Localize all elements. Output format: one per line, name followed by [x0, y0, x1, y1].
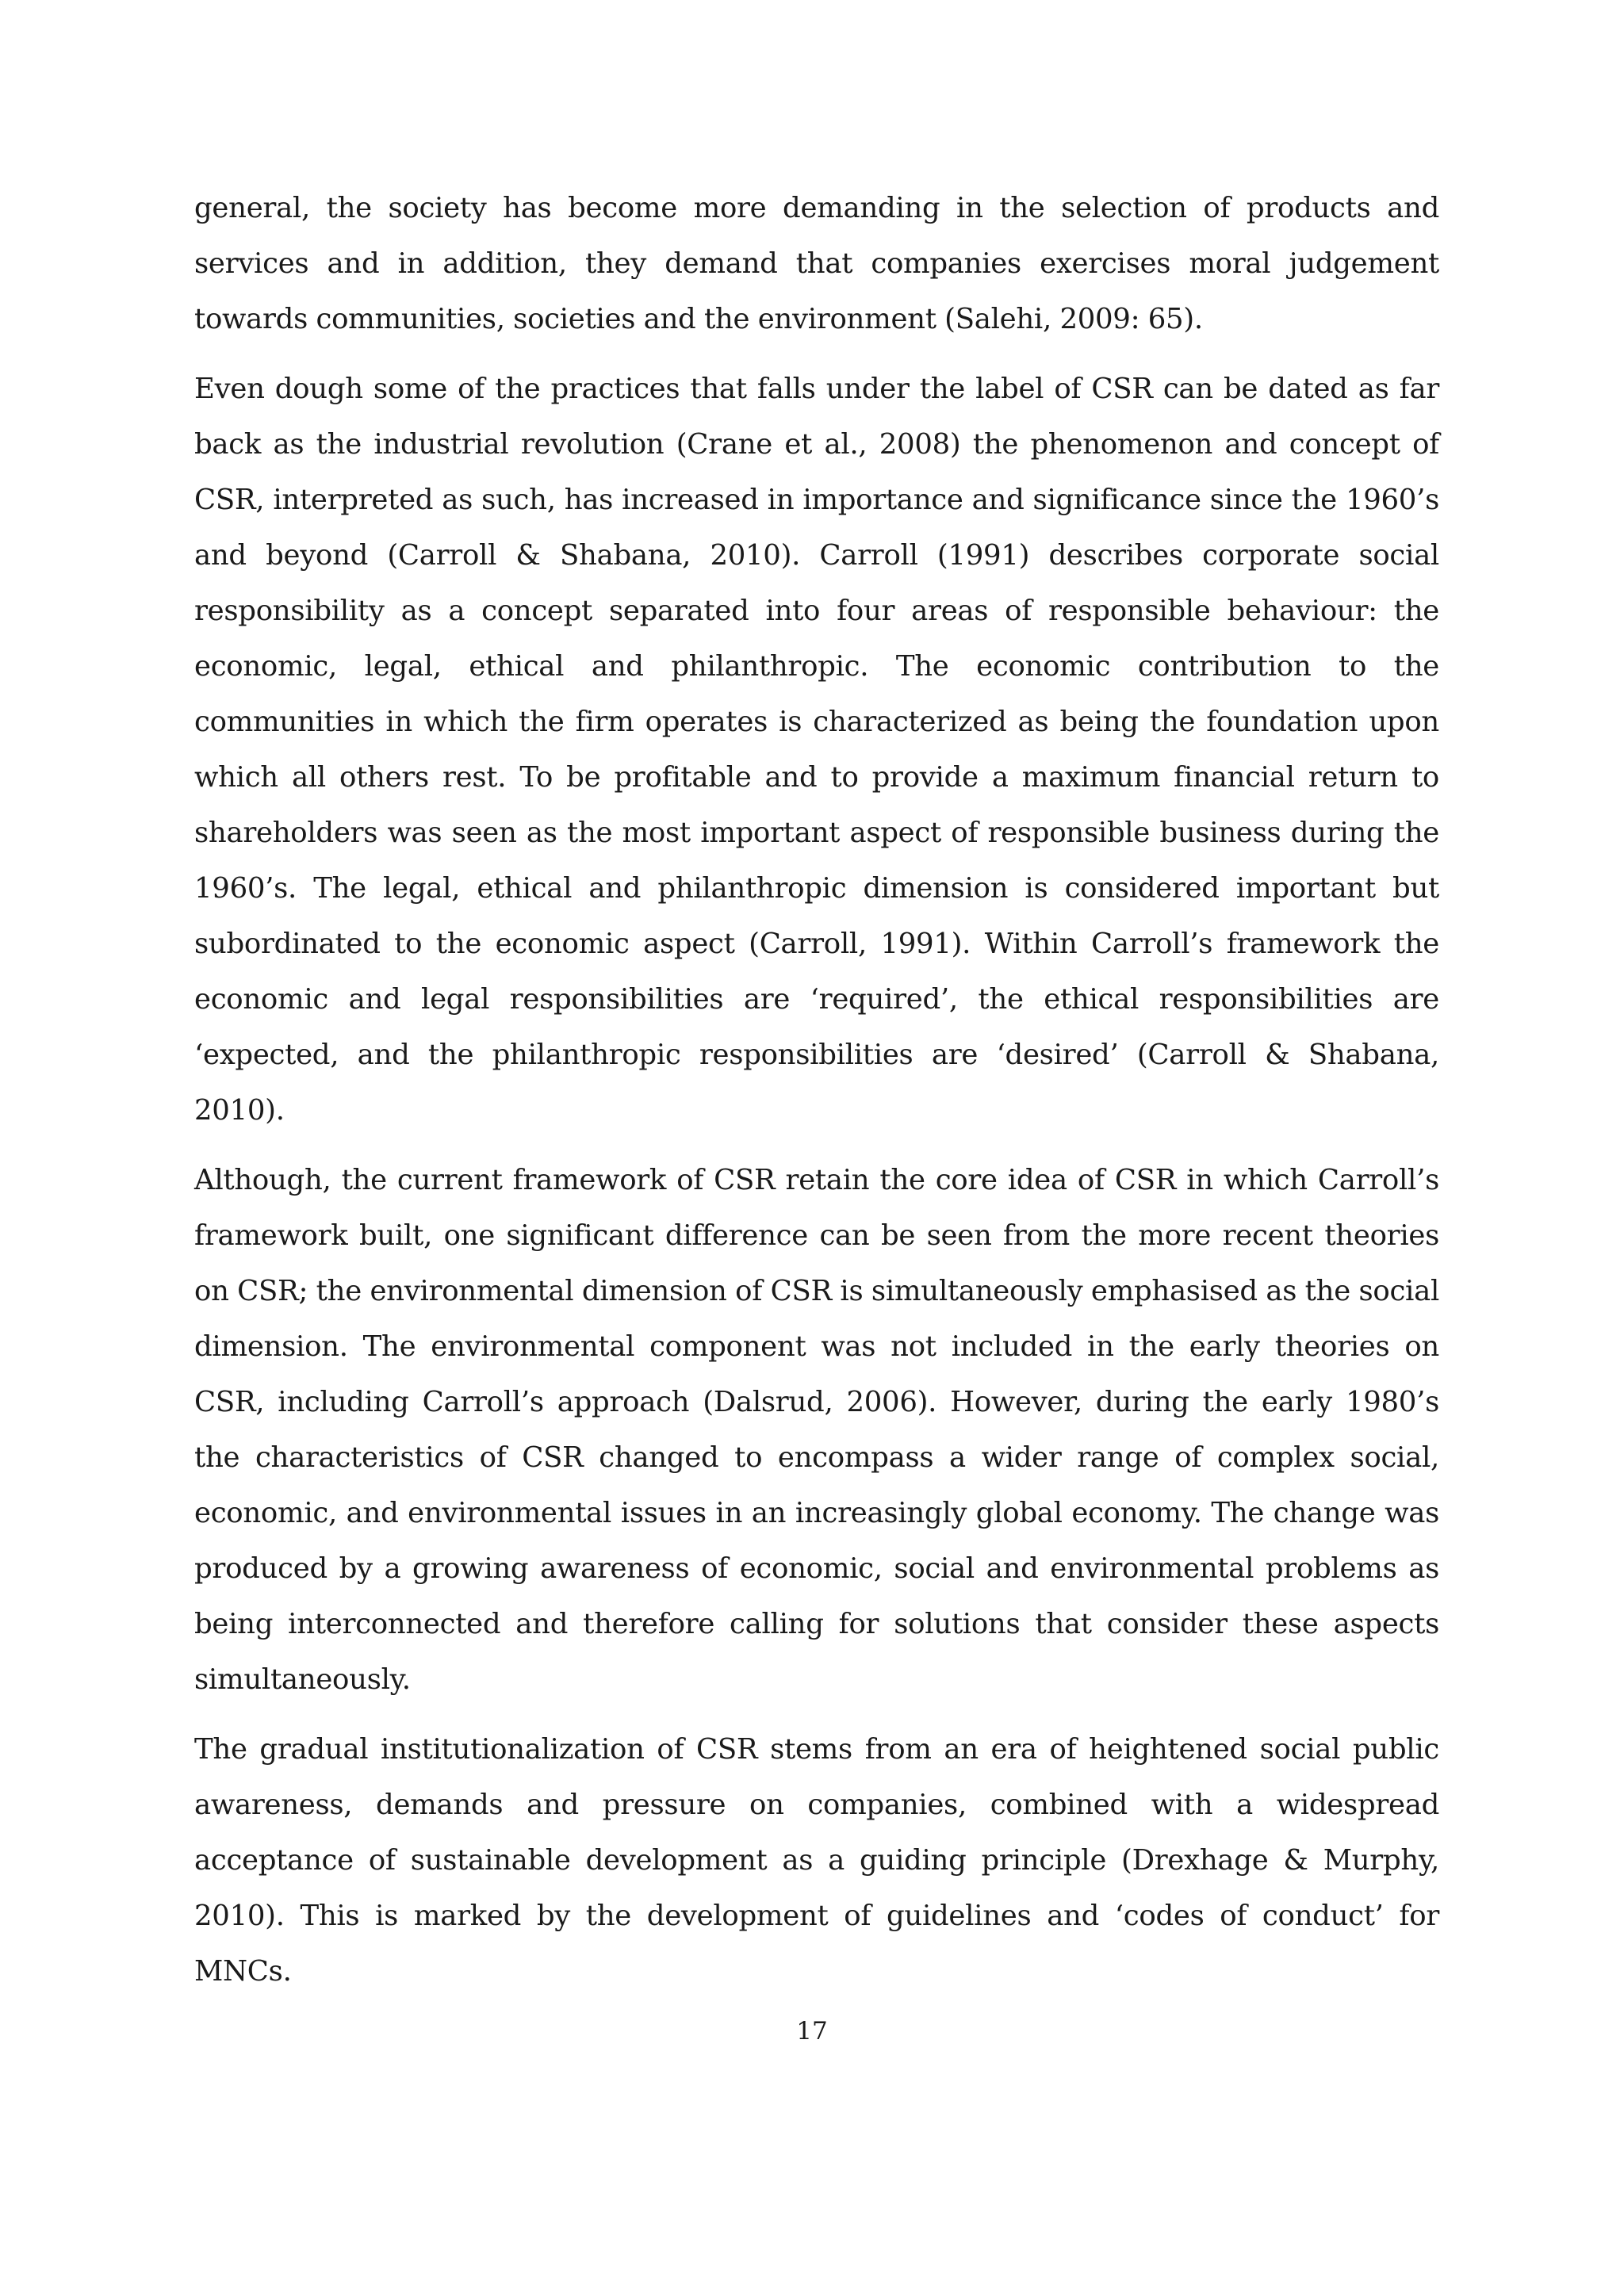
paragraph-2: Even dough some of the practices that falls under the label of CSR can be dated as far back as the industrial revolution (Crane et al., 2008) the phenomenon and concept of CSR, interpreted as such, has increased in importance and significance since the 1960’s and beyond (Carroll & Shabana, 2010). Carroll (1991) describes corporate social responsibility as a concept separated into four areas of responsible behaviour: the economic, legal, ethical and philanthropic. The economic contribution to the communities in which the firm operates is characterized as being the foundation upon which all others rest. To be profitable and to provide a maximum financial return to shareholders was seen as the most important aspect of responsible business during the 1960’s. The legal, ethical and philanthropic dimension is considered important but subordinated to the economic aspect (Carroll, 1991). Within Carroll’s framework the economic and legal responsibilities are ‘required’, the ethical responsibilities are ‘expected, and the philanthropic responsibilities are ‘desired’ (Carroll & Shabana, 2010).: [194, 373, 1439, 1127]
page-number: 17: [796, 2017, 828, 2045]
paragraph-4: The gradual institutionalization of CSR stems from an era of heightened social public awareness, demands and pressure on companies, combined with a widespread acceptance of sustainable development as a guiding principle (Drexhage & Murphy, 2010). This is marked by the development of guidelines and ‘codes of conduct’ for MNCs.: [194, 1733, 1439, 1988]
paragraph-3: Although, the current framework of CSR retain the core idea of CSR in which Carroll’s framework built, one significant difference can be seen from the more recent theories on CSR; the environmental dimension of CSR is simultaneously emphasised as the social dimension. The environmental component was not included in the early theories on CSR, including Carroll’s approach (Dalsrud, 2006). However, during the early 1980’s the characteristics of CSR changed to encompass a wider range of complex social, economic, and environmental issues in an increasingly global economy. The change was produced by a growing awareness of economic, social and environmental problems as being interconnected and therefore calling for solutions that consider these aspects simultaneously.: [194, 1164, 1439, 1696]
paragraph-1: general, the society has become more demanding in the selection of products and services and in addition, they demand that companies exercises moral judgement towards communities, societies and the environment (Salehi, 2009: 65).: [194, 192, 1439, 335]
body-text: [194, 181, 1439, 2014]
